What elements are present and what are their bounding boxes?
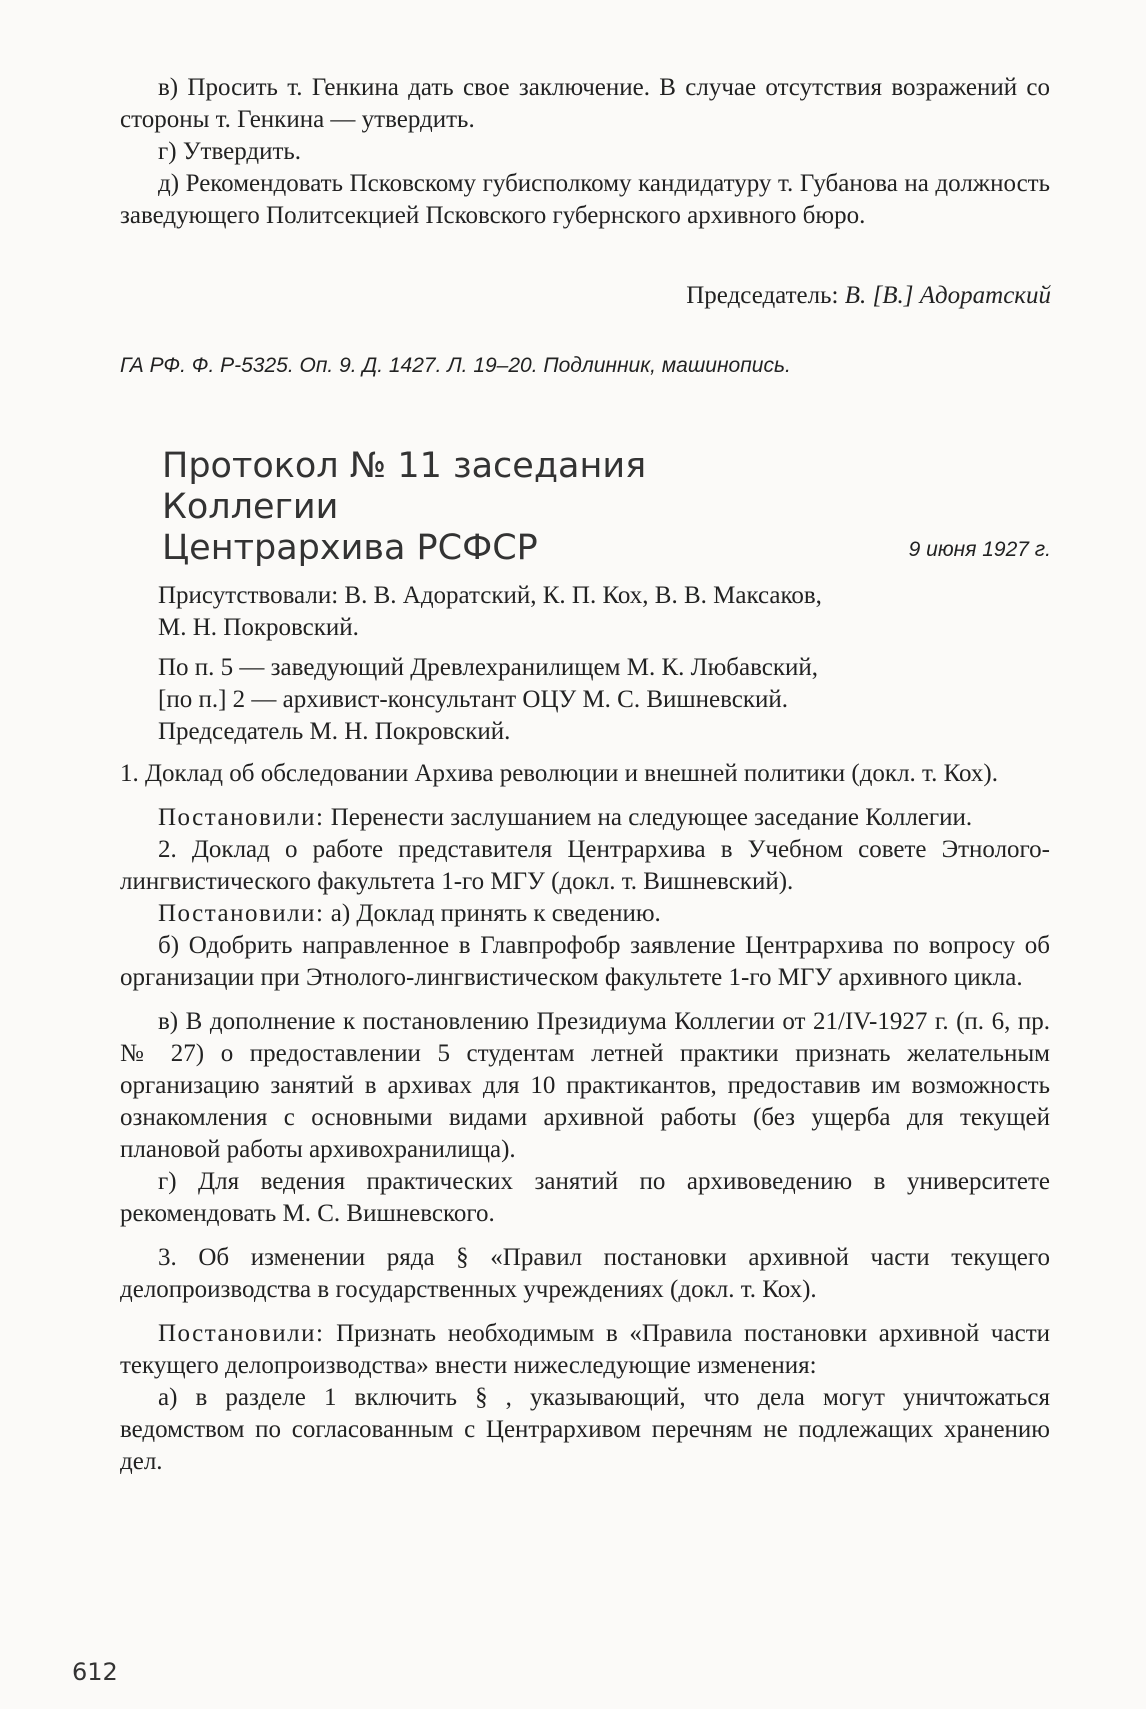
protocol-title-line1: Протокол № 11 заседания Коллегии (162, 446, 647, 527)
resolved-label: Постановили: (158, 900, 325, 927)
resolution-3a: а) в разделе 1 включить § , указывающий, что дела могут уничтожаться ведомством по согласованным с Центрархивом перечням не подлежащих хранению дел. (120, 1384, 1050, 1475)
present-line-2: М. Н. Покровский. (158, 614, 359, 641)
present-line-1: Присутствовали: В. В. Адоратский, К. П. Кох, В. В. Максаков, (158, 582, 822, 609)
signature-name: В. [В.] Адоратский (844, 282, 1051, 309)
present-line-3: По п. 5 — заведующий Древлехранилищем М. К. Любавский, (158, 654, 818, 681)
protocol-date: 9 июня 1927 г. (908, 538, 1051, 561)
resolution-2v: в) В дополнение к постановлению Президиума Коллегии от 21/IV-1927 г. (п. 6, пр. № 27) о предоставлении 5 студентам летней практики признать желательным организацию занятий в архивах для 10 практикантов, предоставив им возможность ознакомления с основными видами архивной работы (без ущерба для текущей плановой работы архивохранилища). (120, 1008, 1050, 1163)
agenda (120, 758, 1050, 1478)
signature-label: Председатель: (686, 282, 839, 309)
resolved-label: Постановили: (158, 804, 325, 831)
resolved-label: Постановили: (158, 1320, 325, 1347)
paragraph-g: г) Утвердить. (158, 138, 302, 165)
page-number: 612 (72, 1658, 118, 1686)
resolution-2b: б) Одобрить направленное в Главпрофобр заявление Центрархива по вопросу об организации при Этнолого-лингвистическом факультете 1-го МГУ архивного цикла. (120, 932, 1050, 991)
archive-reference: ГА РФ. Ф. Р-5325. Оп. 9. Д. 1427. Л. 19–20. Подлинник, машинопись. (120, 354, 791, 377)
item-2: 2. Доклад о работе представителя Центрархива в Учебном совете Этнолого-лингвистического факультета 1-го МГУ (докл. т. Вишневский). (120, 836, 1050, 895)
resolution-1: Постановили: Перенести заслушанием на следующее заседание Коллегии. (158, 804, 973, 831)
item-3: 3. Об изменении ряда § «Правил постановки архивной части текущего делопроизводства в государственных учреждениях (докл. т. Кох). (120, 1244, 1050, 1303)
present-line-4: [по п.] 2 — архивист-консультант ОЦУ М. С. Вишневский. (158, 686, 789, 713)
signature (686, 282, 1051, 310)
paragraph-d: д) Рекомендовать Псковскому губисполкому кандидатуру т. Губанова на должность заведующего Политсекцией Псковского губернского архивного бюро. (120, 170, 1050, 229)
top-block (120, 72, 1050, 232)
present-line-5: Председатель М. Н. Покровский. (158, 718, 511, 745)
resolution-2a: Постановили: а) Доклад принять к сведению. (158, 900, 661, 927)
paragraph-v: в) Просить т. Генкина дать свое заключение. В случае отсутствия возражений со стороны т. Генкина — утвердить. (120, 74, 1050, 133)
attendance (158, 580, 1038, 748)
protocol-title (162, 446, 782, 569)
resolution-2g: г) Для ведения практических занятий по архивоведению в университете рекомендовать М. С. Вишневского. (120, 1168, 1050, 1227)
item-1: 1. Доклад об обследовании Архива революции и внешней политики (докл. т. Кох). (120, 760, 998, 787)
protocol-title-line2: Центрархива РСФСР (162, 528, 538, 568)
resolution-3: Постановили: Признать необходимым в «Правила постановки архивной части текущего делопроизводства» внести нижеследующие изменения: (120, 1320, 1051, 1379)
